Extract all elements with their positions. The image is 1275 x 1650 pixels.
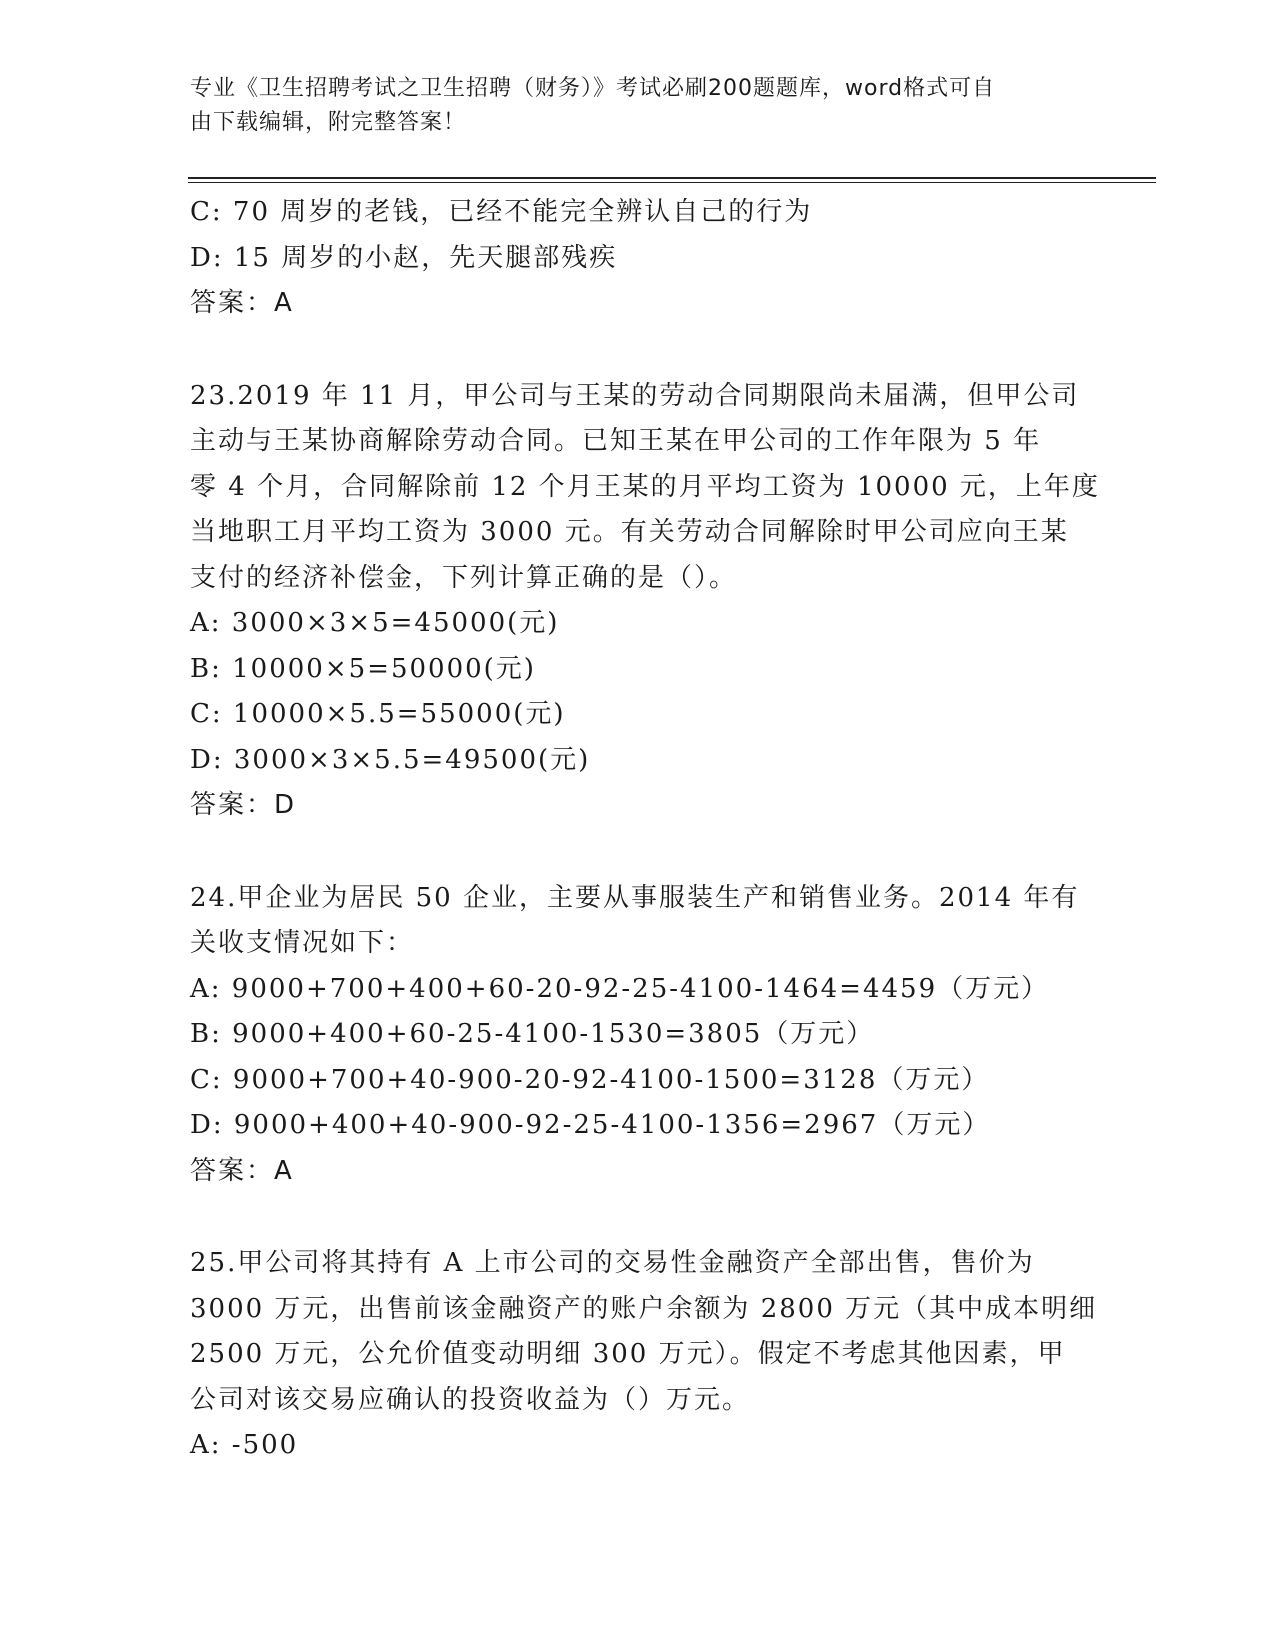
document-header	[190, 72, 1070, 140]
answer: 答案：A	[190, 288, 294, 318]
header-line-2: 由下载编辑，附完整答案！	[190, 110, 467, 135]
option-b: B: 10000×5=50000(元)	[190, 653, 536, 684]
question-text-line: 主动与王某协商解除劳动合同。已知王某在甲公司的工作年限为 5 年	[190, 426, 1042, 456]
question-text-line: 23.2019 年 11 月，甲公司与王某的劳动合同期限尚未届满，但甲公司	[190, 380, 1080, 411]
option-a: A: 9000+700+400+60-20-92-25-4100-1464=4459（万元）	[190, 973, 1050, 1004]
question-text-line: 当地职工月平均工资为 3000 元。有关劳动合同解除时甲公司应向王某	[190, 517, 1069, 547]
question-23	[190, 374, 1100, 829]
question-text-line: 关收支情况如下：	[190, 928, 415, 958]
header-divider-thin	[188, 182, 1156, 183]
option-c: C: 9000+700+40-900-20-92-4100-1500=3128（万元）	[190, 1064, 990, 1095]
option-a: A: 3000×3×5=45000(元)	[190, 608, 560, 638]
answer: 答案：D	[190, 790, 297, 820]
option-a: A: -500	[190, 1430, 299, 1460]
option-b: B: 9000+400+60-25-4100-1530=3805（万元）	[190, 1019, 875, 1049]
header-line-1: 专业《卫生招聘考试之卫生招聘（财务）》考试必刷200题题库，word格式可自	[190, 76, 996, 101]
question-text-line: 3000 万元，出售前该金融资产的账户余额为 2800 万元（其中成本明细	[190, 1293, 1098, 1324]
document-body	[190, 190, 1100, 1469]
question-text-line: 零 4 个月，合同解除前 12 个月王某的月平均工资为 10000 元，上年度	[190, 471, 1100, 502]
question-25	[190, 1241, 1098, 1469]
question-text-line: 24.甲企业为居民 50 企业，主要从事服装生产和销售业务。2014 年有	[190, 882, 1080, 913]
option-c: C: 10000×5.5=55000(元)	[190, 699, 566, 729]
answer: 答案：A	[190, 1155, 294, 1186]
question-text-line: 公司对该交易应确认的投资收益为（）万元。	[190, 1384, 751, 1415]
option-d: D: 9000+400+40-900-92-25-4100-1356=2967（万元）	[190, 1110, 991, 1140]
question-22-tail	[190, 190, 1090, 327]
header-divider-thick	[188, 177, 1156, 179]
question-text-line: 25.甲公司将其持有 A 上市公司的交易性金融资产全部出售，售价为	[190, 1248, 1035, 1278]
question-24	[190, 876, 1090, 1195]
question-text-line: 支付的经济补偿金，下列计算正确的是（）。	[190, 562, 738, 593]
option-d: D: 3000×3×5.5=49500(元)	[190, 744, 591, 775]
option-c: C: 70 周岁的老钱，已经不能完全辨认自己的行为	[190, 197, 813, 227]
question-text-line: 2500 万元，公允价值变动明细 300 万元）。假定不考虑其他因素，甲	[190, 1339, 1066, 1369]
option-d: D: 15 周岁的小赵，先天腿部残疾	[190, 242, 618, 273]
